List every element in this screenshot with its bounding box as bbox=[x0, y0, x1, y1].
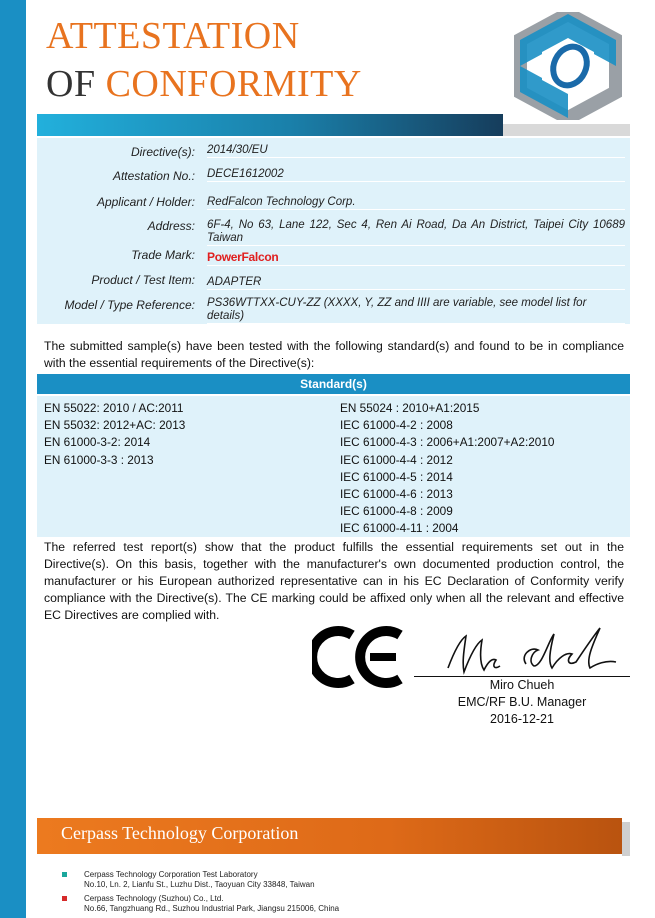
footer-entry-2 bbox=[84, 894, 339, 914]
standard-item: IEC 61000-4-2 : 2008 bbox=[340, 418, 453, 433]
attestation-row bbox=[37, 166, 630, 186]
header-bar bbox=[37, 114, 503, 136]
left-accent-bar bbox=[0, 0, 26, 918]
footer-company-name: Cerpass Technology Corporation Test Laboratory bbox=[84, 870, 258, 879]
header-bar-shadow bbox=[503, 124, 630, 136]
address-value: 6F-4, No 63, Lane 122, Sec 4, Ren Ai Road, Da An District, Taipei City 10689 Taiwan bbox=[207, 219, 625, 244]
standards-header: Standard(s) bbox=[37, 374, 630, 394]
attestation-label: Attestation No.: bbox=[112, 169, 195, 183]
signer-date: 2016-12-21 bbox=[490, 712, 554, 726]
info-panel bbox=[37, 138, 630, 324]
footer-company-name: Cerpass Technology (Suzhou) Co., Ltd. bbox=[84, 894, 224, 903]
signer-role: EMC/RF B.U. Manager bbox=[457, 695, 587, 709]
directive-label: Directive(s): bbox=[130, 145, 195, 159]
title-line-2 bbox=[46, 62, 362, 106]
standard-item: EN 55032: 2012+AC: 2013 bbox=[44, 418, 186, 433]
standards-panel bbox=[37, 396, 630, 537]
intro-paragraph: The submitted sample(s) have been tested with the following standard(s) and found to be in compliance with the essential requirements of the Directive(s): bbox=[44, 339, 624, 370]
product-value: ADAPTER bbox=[207, 276, 625, 290]
standard-item: EN 61000-3-3 : 2013 bbox=[44, 452, 154, 467]
product-label: Product / Test Item: bbox=[91, 273, 195, 287]
signer-name: Miro Chueh bbox=[489, 678, 555, 692]
standard-item: IEC 61000-4-6 : 2013 bbox=[340, 487, 453, 502]
standard-item: IEC 61000-4-8 : 2009 bbox=[340, 504, 453, 519]
standard-item: IEC 61000-4-11 : 2004 bbox=[340, 521, 459, 536]
conclusion-paragraph: The referred test report(s) show that the product fulfills the essential requirements set out in the Directive(s). On this basis, together with the manufacturer's own documented production control, the manufacturer or his European authorized representative can in his EC Declaration of Conformity verify compliance with the Directive(s). The CE marking could be affixed only when all the relevant and effective EC Directives are complied with. bbox=[44, 540, 624, 622]
standard-item: IEC 61000-4-3 : 2006+A1:2007+A2:2010 bbox=[340, 435, 555, 450]
title-of: OF bbox=[46, 63, 96, 105]
title-conformity: CONFORMITY bbox=[105, 63, 362, 105]
standard-item: EN 55024 : 2010+A1:2015 bbox=[340, 401, 480, 415]
standard-item: IEC 61000-4-5 : 2014 bbox=[340, 469, 453, 484]
signature-icon bbox=[430, 622, 630, 680]
company-bar: Cerpass Technology Corporation bbox=[37, 818, 622, 854]
cerpass-logo-icon bbox=[514, 12, 622, 120]
directive-value: 2014/30/EU bbox=[207, 144, 625, 158]
footer-entry-1 bbox=[84, 870, 315, 890]
attestation-value: DECE1612002 bbox=[207, 168, 625, 182]
model-label: Model / Type Reference: bbox=[64, 298, 195, 312]
title-line-1: ATTESTATION bbox=[46, 15, 300, 57]
footer-bullet-1 bbox=[62, 872, 67, 877]
trademark-row bbox=[37, 246, 630, 268]
applicant-row bbox=[37, 192, 630, 212]
company-bar-shadow bbox=[622, 822, 630, 856]
standard-item: IEC 61000-4-4 : 2012 bbox=[340, 452, 453, 467]
address-row bbox=[37, 216, 630, 246]
standard-item: EN 55022: 2010 / AC:2011 bbox=[44, 401, 184, 415]
footer-company-address: No.10, Ln. 2, Lianfu St., Luzhu Dist., Taoyuan City 33848, Taiwan bbox=[84, 880, 315, 889]
footer-bullet-2 bbox=[62, 896, 67, 901]
trademark-label: Trade Mark: bbox=[131, 248, 195, 262]
footer-company-address: No.66, Tangzhuang Rd., Suzhou Industrial Park, Jiangsu 215006, China bbox=[84, 904, 340, 913]
model-row bbox=[37, 295, 630, 325]
standards-right-list bbox=[340, 400, 554, 538]
address-label: Address: bbox=[147, 219, 195, 233]
standard-item: EN 61000-3-2: 2014 bbox=[44, 435, 151, 450]
powerfalcon-logo: PowerFalcon bbox=[207, 250, 279, 264]
applicant-label: Applicant / Holder: bbox=[96, 195, 195, 209]
standards-left-list bbox=[44, 400, 185, 469]
applicant-value: RedFalcon Technology Corp. bbox=[207, 196, 625, 210]
directive-row bbox=[37, 142, 630, 162]
trademark-value bbox=[207, 251, 625, 266]
model-value: PS36WTTXX-CUY-ZZ (XXXX, Y, ZZ and IIII are variable, see model list for details) bbox=[207, 297, 625, 324]
ce-mark-icon bbox=[312, 625, 404, 689]
product-row bbox=[37, 271, 630, 293]
